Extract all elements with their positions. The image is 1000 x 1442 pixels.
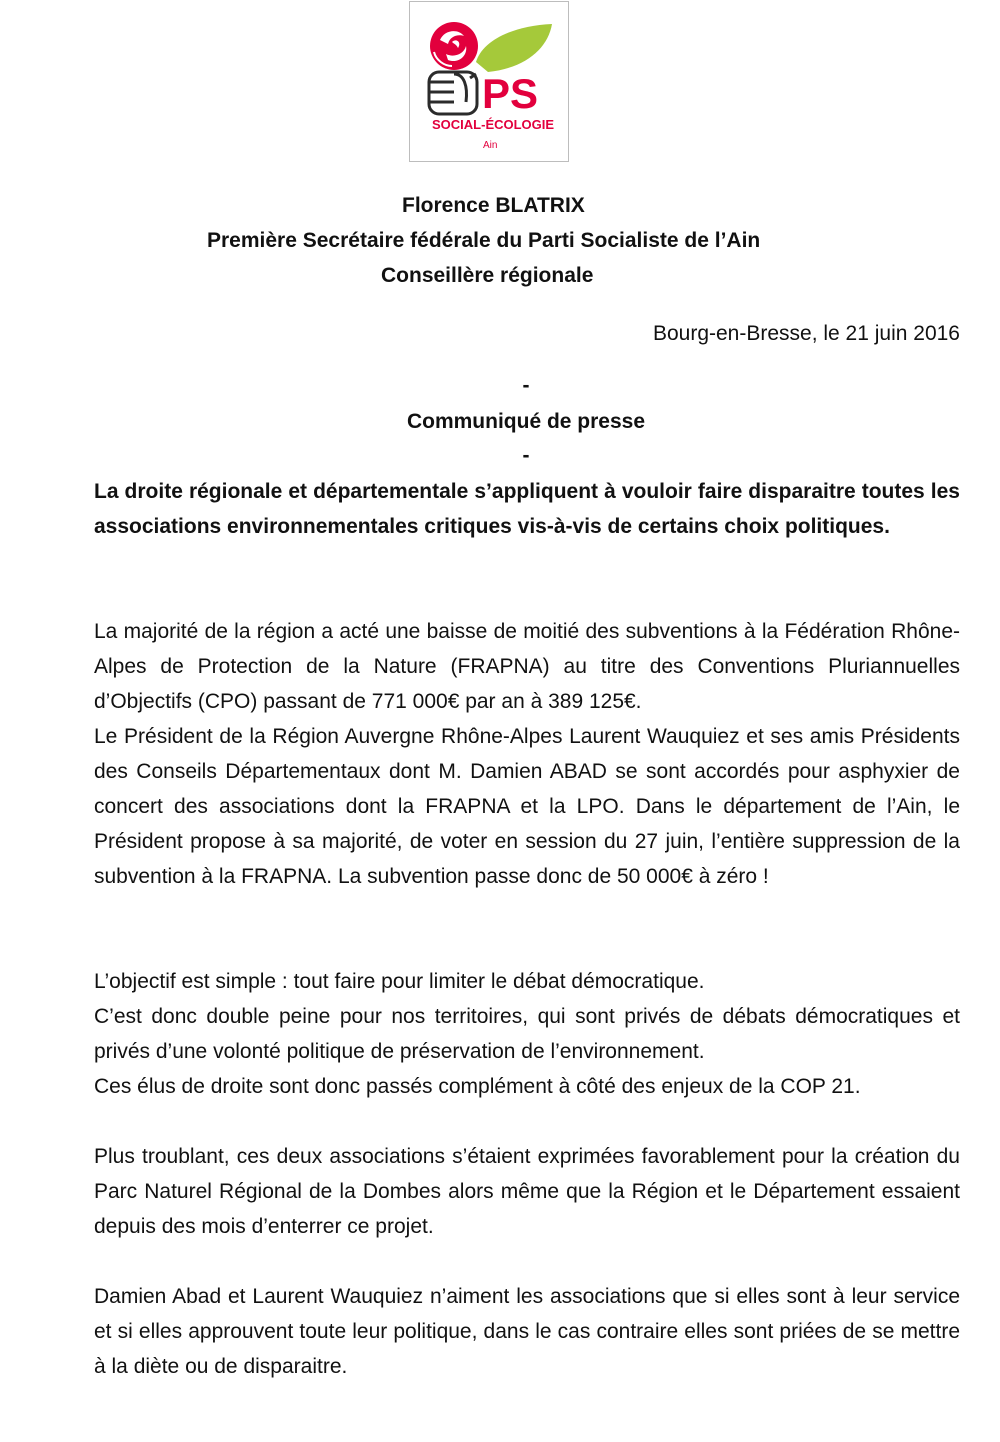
paragraph-2a: L’objectif est simple : tout faire pour limiter le débat démocratique. bbox=[94, 970, 705, 993]
paragraph-3 bbox=[94, 1139, 960, 1244]
place-date: Bourg-en-Bresse, le 21 juin 2016 bbox=[652, 322, 960, 345]
rose-icon bbox=[430, 22, 478, 70]
separator-top: - bbox=[522, 374, 530, 397]
paragraph-1a: La majorité de la région a acté une baisse de moitié des subventions à la Fédération Rhône-Alpes de Protection de la Nature (FRAPNA) au titre des Conventions Pluriannuelles d’Objectifs (CPO) passant de 771 000€ par an à 389 125€. bbox=[94, 620, 960, 713]
logo-federation: Ain bbox=[483, 140, 498, 151]
paragraph-2b: C’est donc double peine pour nos territoires, qui sont privés de débats démocratiques et privés d’une volonté politique de préservation de l’environnement. bbox=[94, 1005, 960, 1063]
paragraph-2 bbox=[94, 964, 960, 1104]
paragraph-1b: Le Président de la Région Auvergne Rhône-Alpes Laurent Wauquiez et ses amis Présidents des Conseils Départementaux dont M. Damien ABAD se sont accordés pour asphyxier de concert des associations dont la FRAPNA et la LPO. Dans le département de l’Ain, le Président propose à sa majorité, de voter en session du 27 juin, l’entière suppression de la subvention à la FRAPNA. La subvention passe donc de 50 000€ à zéro ! bbox=[94, 725, 960, 888]
fist-icon bbox=[429, 72, 477, 114]
author-role: Première Secrétaire fédérale du Parti Socialiste de l’Ain bbox=[207, 229, 761, 252]
party-logo bbox=[409, 1, 569, 162]
paragraph-1 bbox=[94, 614, 960, 894]
leaf-icon bbox=[476, 24, 552, 72]
paragraph-3-text: Plus troublant, ces deux associations s’étaient exprimées favorablement pour la création du Parc Naturel Régional de la Dombes alors même que la Région et le Département essaient depuis des mois d’enterrer ce projet. bbox=[94, 1145, 960, 1238]
paragraph-2c: Ces élus de droite sont donc passés complément à côté des enjeux de la COP 21. bbox=[94, 1075, 861, 1098]
lead-paragraph bbox=[94, 474, 960, 544]
author-office: Conseillère régionale bbox=[381, 264, 594, 287]
logo-party-text: PS bbox=[482, 70, 539, 117]
doc-type-title: Communiqué de presse bbox=[406, 410, 646, 433]
ps-rose-logo bbox=[410, 2, 568, 161]
lead-text: La droite régionale et départementale s’appliquent à vouloir faire disparaitre toutes les associations environnementales critiques vis-à-vis de certains choix politiques. bbox=[94, 480, 960, 538]
paragraph-4 bbox=[94, 1279, 960, 1384]
separator-bottom: - bbox=[522, 444, 530, 467]
logo-slogan: SOCIAL-ÉCOLOGIE bbox=[432, 117, 555, 132]
paragraph-4-text: Damien Abad et Laurent Wauquiez n’aiment les associations que si elles sont à leur service et si elles approuvent toute leur politique, dans le cas contraire elles sont priées de se mettre à la diète ou de disparaitre. bbox=[94, 1285, 960, 1378]
author-name: Florence BLATRIX bbox=[402, 194, 585, 217]
